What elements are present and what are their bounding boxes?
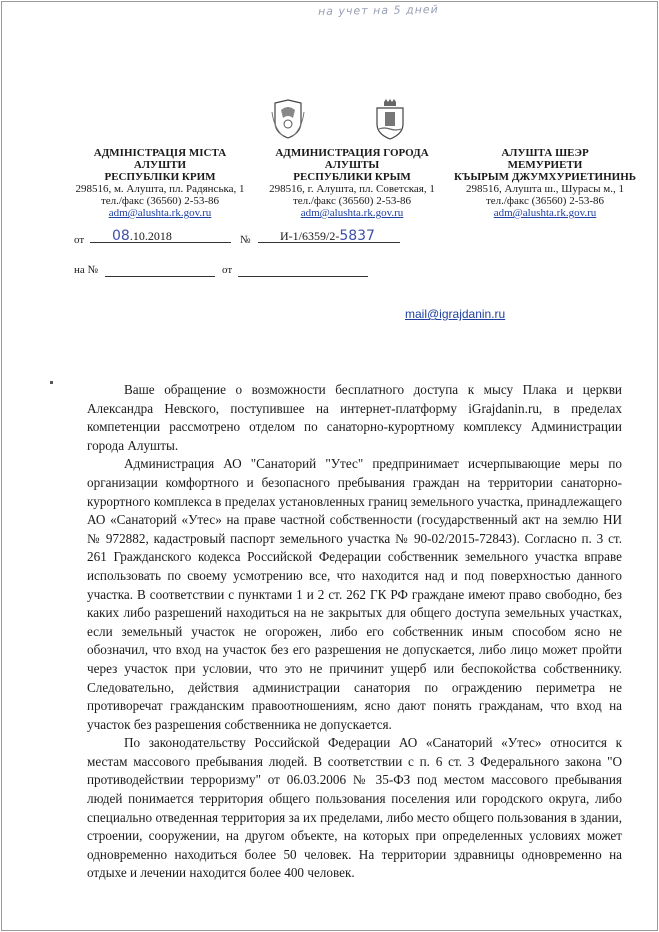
body-paragraph: По законодательству Российской Федерации АО «Санаторий «Утес» относится к местам массового пребывания людей. В соответствии с п. 6 ст. 3 Федерального закона "О противодействии терроризму" от 06.03.2006 № 35-ФЗ под местом массового пребывания людей понимается территория общего пользования поселения или городского округа, либо специально отведенная территория за их пределами, либо место общего пользования в здании, строении, сооружении, на другом объекте, на которых при определенных условиях может одновременно находиться более 50 человек. На территории здравницы одновременно на отдыхе и лечении находится более 400 человек. bbox=[87, 735, 622, 881]
header-email-link[interactable]: adm@alushta.rk.gov.ru bbox=[493, 207, 597, 219]
ref-date-field bbox=[90, 228, 231, 243]
body-paragraph: Ваше обращение о возможности бесплатного доступа к мысу Плака и церкви Александра Невского, поступившее на интернет-платформу iGrajdanin.ru, в пределах компетенции рассмотрено отделом по санаторно-курортному комплексу Администрации города Алушты. bbox=[87, 382, 622, 453]
header-email-link[interactable]: adm@alushta.rk.gov.ru bbox=[300, 207, 404, 219]
crimea-coat-of-arms-icon bbox=[271, 98, 305, 140]
header-phone: тел./факс (36560) 2-53-86 bbox=[100, 195, 220, 207]
ref-number-field bbox=[258, 228, 400, 243]
header-ukrainian bbox=[62, 147, 258, 219]
header-phone: тел./факс (36560) 2-53-86 bbox=[292, 195, 412, 207]
ref-to-date-field bbox=[238, 262, 368, 277]
ref-to-number-field bbox=[105, 262, 215, 277]
ref-from-label: от bbox=[74, 234, 85, 246]
header-title-line: АДМИНИСТРАЦИЯ ГОРОДА bbox=[275, 147, 429, 159]
ref-number-handwritten: 5837 bbox=[339, 228, 375, 244]
header-title-line: АЛУШТИ bbox=[133, 159, 187, 171]
header-title-line: АЛУШТЫ bbox=[324, 159, 380, 171]
header-email-link[interactable]: adm@alushta.rk.gov.ru bbox=[108, 207, 212, 219]
header-address: 298516, м. Алушта, пл. Радянська, 1 bbox=[75, 183, 245, 195]
ref-date-day: 08 bbox=[112, 228, 130, 244]
header-title-line: РЕСПУБЛИКИ КРЫМ bbox=[293, 171, 411, 183]
header-address: 298516, г. Алушта, пл. Советская, 1 bbox=[269, 183, 435, 195]
header-title-line: МЕМУРИЕТИ bbox=[507, 159, 583, 171]
margin-mark bbox=[50, 381, 53, 384]
header-address: 298516, Алушта ш., Шурасы м., 1 bbox=[466, 183, 624, 195]
ref-number-label: № bbox=[240, 234, 251, 246]
header-title-line: АДМІНІСТРАЦІЯ МІСТА bbox=[93, 147, 227, 159]
ref-to-label: на № bbox=[74, 264, 99, 276]
header-title-line: АЛУШТА ШЕЭР bbox=[501, 147, 589, 159]
header-title-line: РЕСПУБЛІКИ КРИМ bbox=[104, 171, 216, 183]
header-title-line: КЪЫРЫМ ДЖУМХУРИЕТИНИНЬ bbox=[453, 171, 637, 183]
body-paragraph: Администрация АО "Санаторий "Утес" предпринимает исчерпывающие меры по организации комфортного и безопасного пребывания граждан на территории санаторно-курортного комплекса в пределах установленных границ земельного участка, принадлежащего АО «Санаторий «Утес» на праве частной собственности (государственный акт на землю НИ № 972882, кадастровый паспорт земельного участка № 90-02/2015-72843). Согласно п. 3 ст. 261 Гражданского кодекса Российской Федерации собственник земельного участка вправе использовать по своему усмотрению все, что находится над и под поверхностью данного участка. В соответствии с пунктами 1 и 2 ст. 262 ГК РФ граждане имеют право свободно, без каких либо разрешений находиться на не закрытых для общего доступа земельных участках, если земельный участок не огорожен, либо его собственник иным способом ясно не обозначил, что вход на участок без его разрешения не допускается, либо лицо может пройти через участок при условии, что это не причинит ущерб или беспокойства собственнику. Следовательно, действия администрации санатория по ограждению периметра не противоречат гражданским правоотношениям, ясно дают понять гражданам, что вход на участок без разрешения собственника не допускается. bbox=[87, 456, 622, 732]
ref-number-printed: И-1/6359/2- bbox=[280, 229, 340, 243]
alushta-coat-of-arms-icon bbox=[373, 98, 407, 140]
header-phone: тел./факс (36560) 2-53-86 bbox=[485, 195, 605, 207]
ref-date-rest: .10.2018 bbox=[129, 229, 172, 243]
letter-body bbox=[87, 381, 622, 883]
header-crimean-tatar bbox=[445, 147, 645, 219]
ref-to-from-label: от bbox=[222, 264, 233, 276]
recipient-email-link[interactable]: mail@igrajdanin.ru bbox=[405, 307, 506, 321]
header-russian bbox=[253, 147, 451, 219]
handwritten-note: на учет на 5 дней bbox=[317, 2, 439, 19]
